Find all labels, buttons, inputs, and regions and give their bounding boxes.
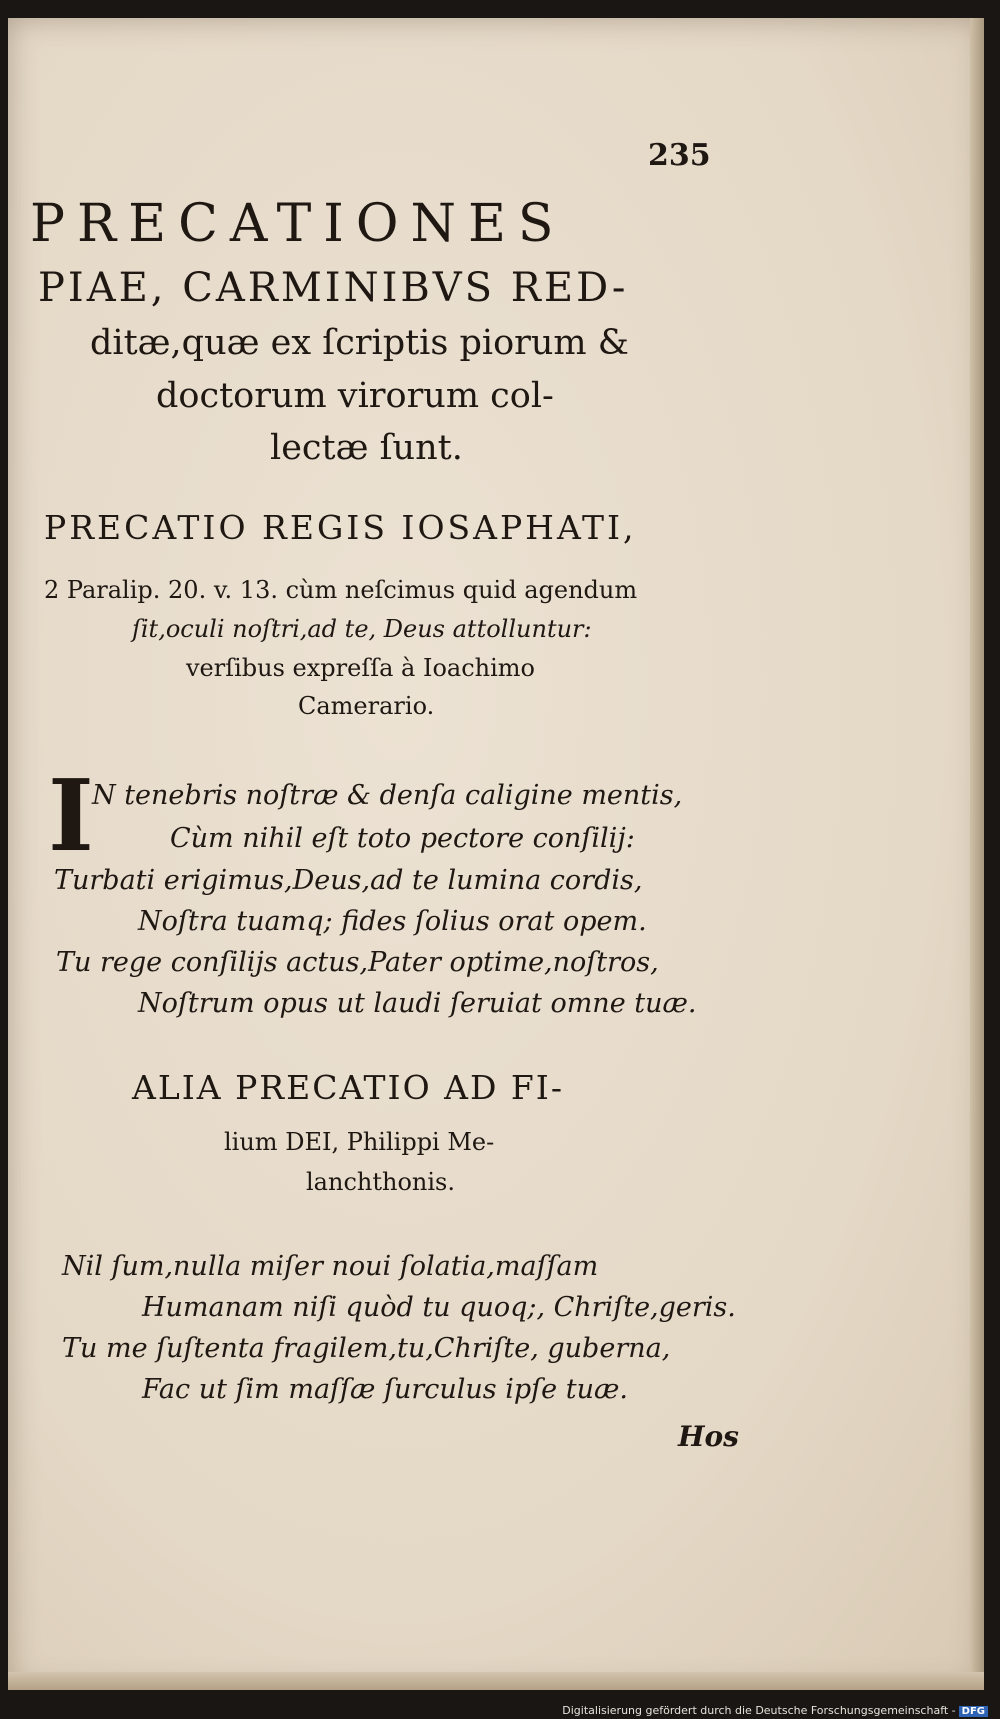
- section1-subtitle-2: ſit,oculi noſtri,ad te, Deus attolluntur:: [132, 615, 592, 643]
- section2-subtitle-2: lanchthonis.: [306, 1168, 455, 1196]
- verse-line: Nil ſum,nulla miſer noui ſolatia,maſſam: [62, 1251, 599, 1282]
- dfg-logo-icon: DFG: [959, 1706, 988, 1717]
- verse-line: Humanam niſi quòd tu quoq;, Chriſte,geris.: [142, 1292, 736, 1323]
- verse-line: Fac ut ſim maſſæ ſurculus ipſe tuæ.: [142, 1374, 628, 1405]
- drop-cap-initial: I: [48, 759, 94, 874]
- page-number: 235: [648, 138, 711, 173]
- section2-subtitle-1: lium DEI, Philippi Me-: [224, 1128, 495, 1156]
- book-page: [8, 18, 984, 1690]
- verse-line: Tu rege conſilijs actus,Pater optime,noſtros,: [56, 947, 659, 978]
- verse-line: Turbati erigimus,Deus,ad te lumina cordis,: [54, 865, 643, 896]
- page-bottom-edge: [8, 1672, 984, 1690]
- title-line-1: PRECATIONES: [30, 194, 566, 254]
- section1-subtitle-1: 2 Paralip. 20. v. 13. cùm neſcimus quid agendum: [44, 576, 638, 604]
- catchword: Hos: [678, 1420, 739, 1453]
- verse-line: N tenebris noſtræ & denſa caligine mentis,: [92, 780, 683, 811]
- verse-line: Tu me ſuſtenta fragilem,tu,Chriſte, guberna,: [62, 1333, 671, 1364]
- footer-text: Digitalisierung gefördert durch die Deutsche Forschungsgemeinschaft -: [562, 1704, 956, 1717]
- section2-heading: ALIA PRECATIO AD FI-: [132, 1068, 564, 1107]
- page-edge: [970, 18, 984, 1690]
- section1-heading: PRECATIO REGIS IOSAPHATI,: [44, 508, 637, 547]
- verse-line: Cùm nihil eſt toto pectore conſilij:: [170, 823, 635, 854]
- verse-line: Noſtra tuamq; fides ſolius orat opem.: [138, 906, 647, 937]
- section1-subtitle-3: verſibus expreſſa à Ioachimo: [186, 654, 535, 682]
- verse-line: Noſtrum opus ut laudi ſeruiat omne tuæ.: [138, 988, 697, 1019]
- title-line-2: PIAE, CARMINIBVS RED-: [38, 265, 629, 311]
- title-line-4: doctorum virorum col-: [156, 376, 554, 416]
- digitization-footer: [562, 1704, 988, 1717]
- title-line-5: lectæ ſunt.: [270, 428, 463, 468]
- section1-subtitle-4: Camerario.: [298, 692, 435, 720]
- title-line-3: ditæ,quæ ex ſcriptis piorum &: [90, 323, 629, 363]
